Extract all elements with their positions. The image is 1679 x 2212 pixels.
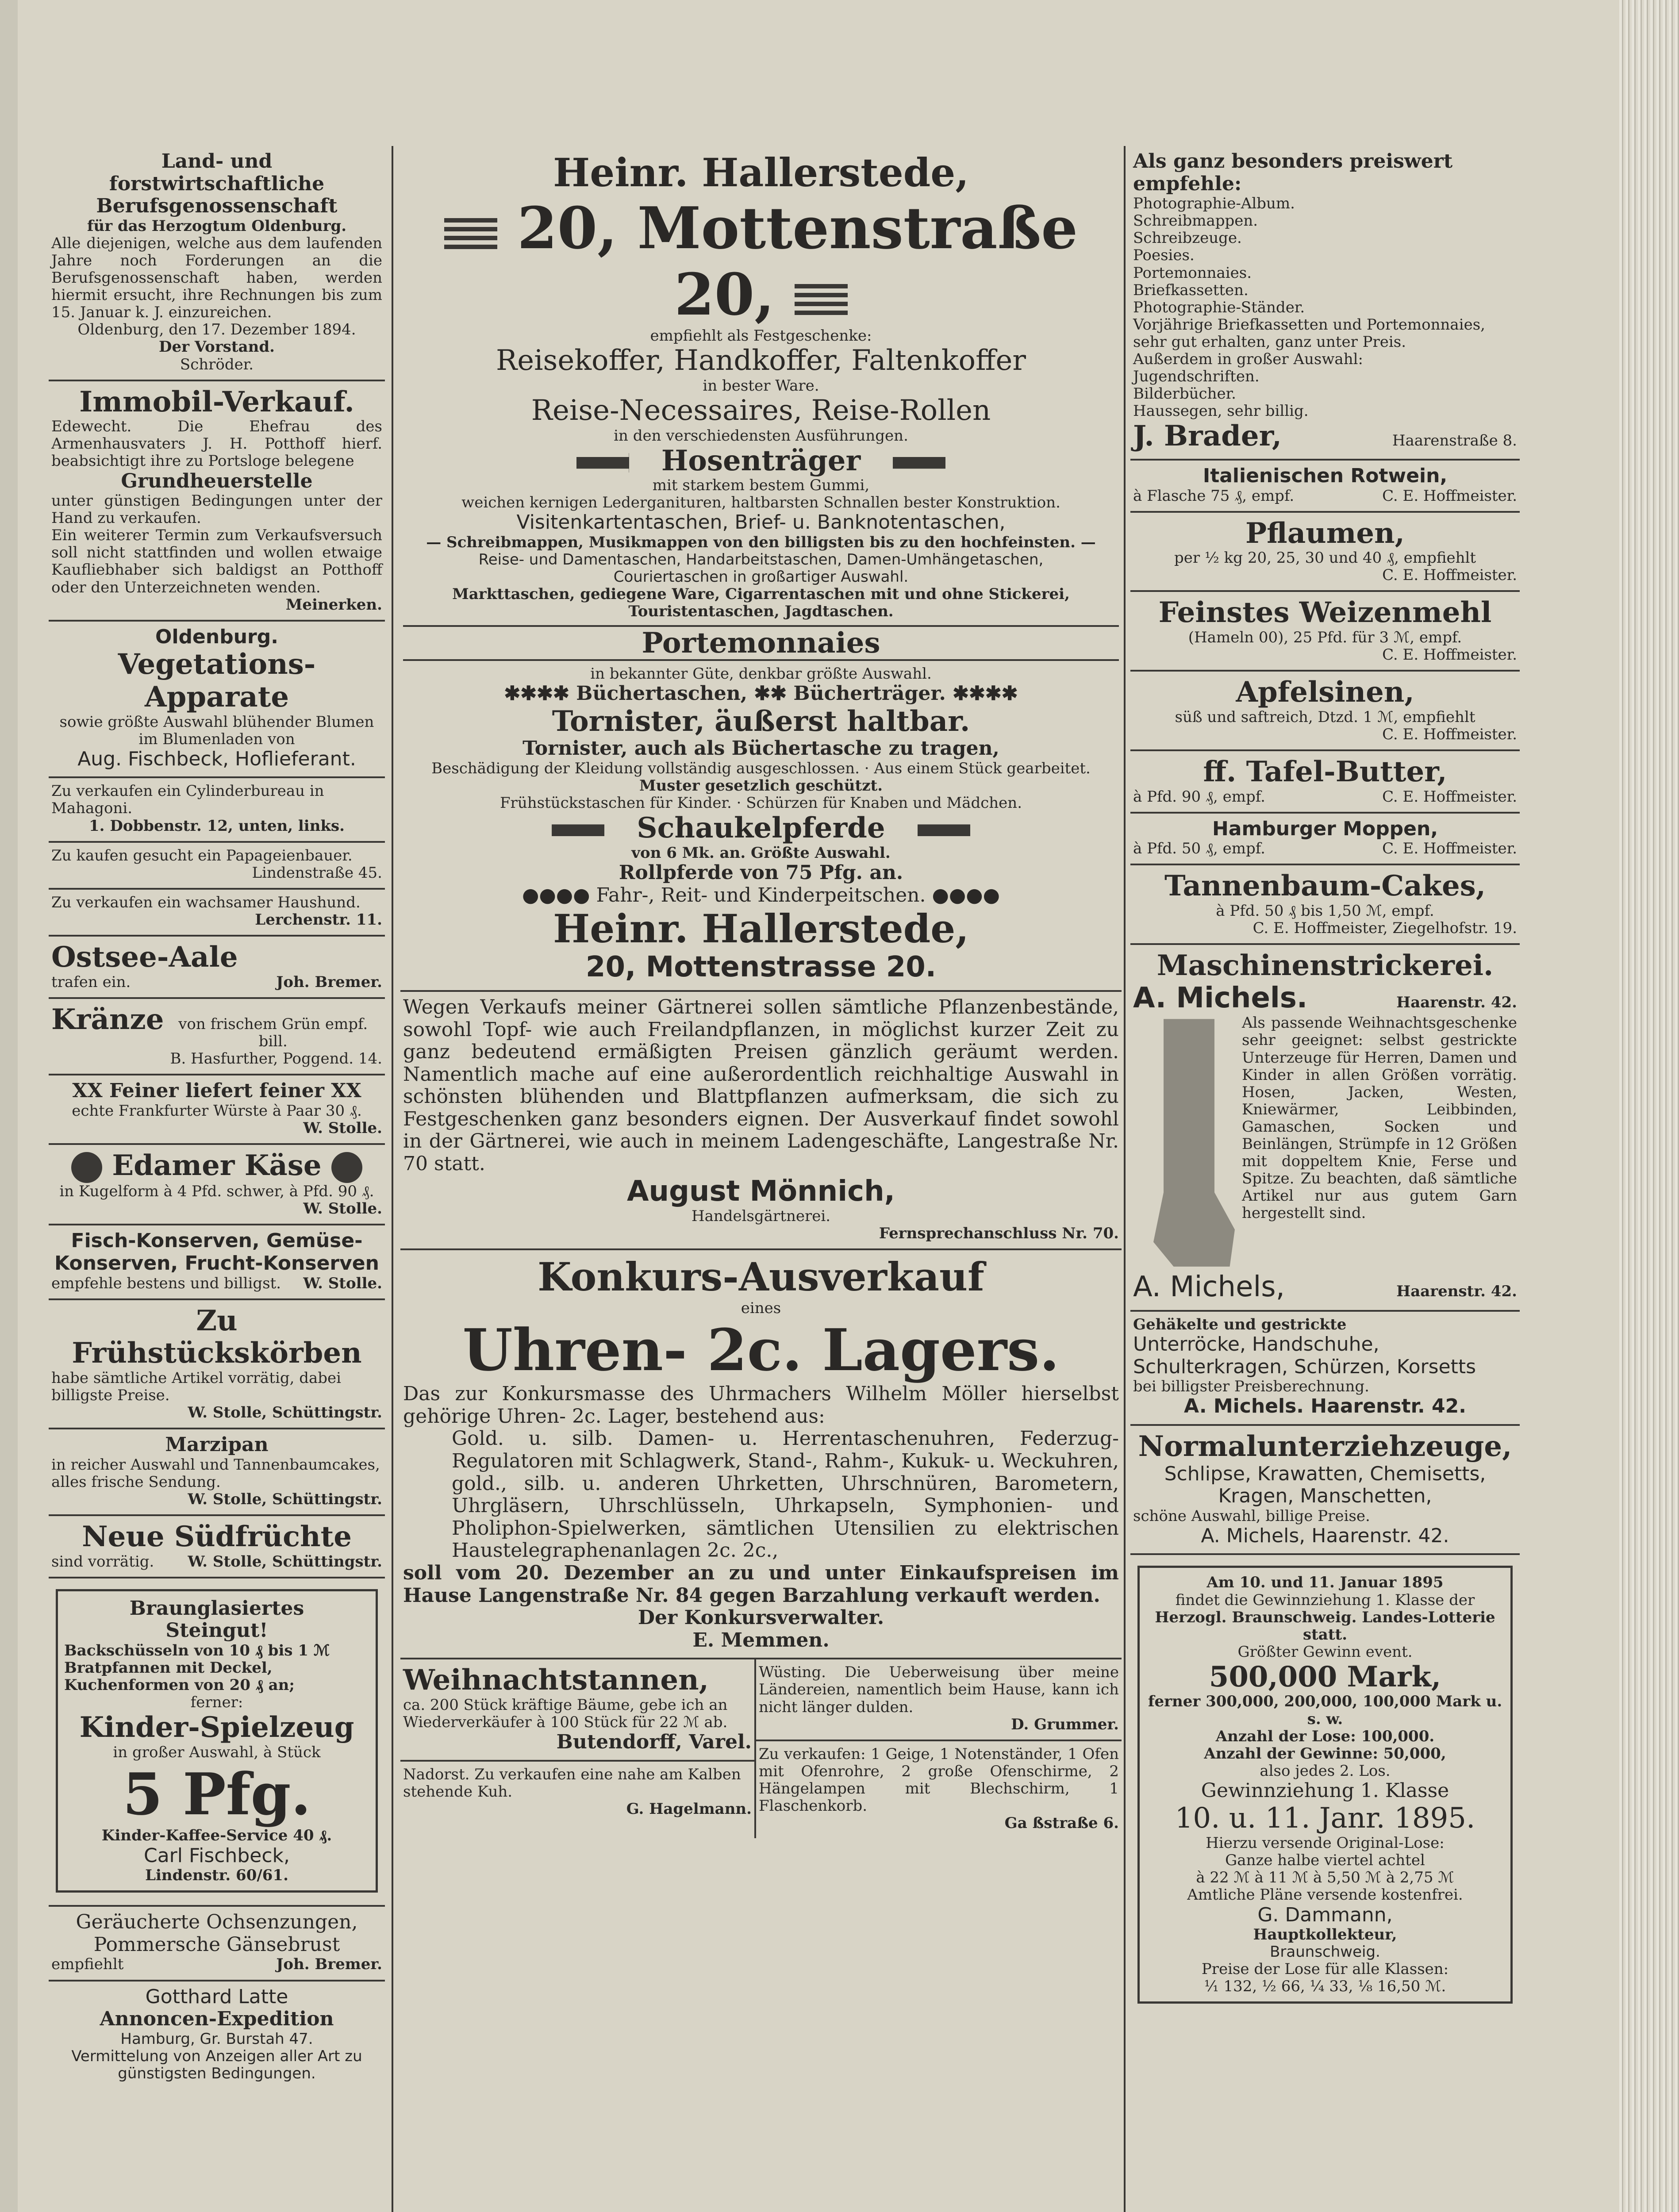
ad-heading: ✱✱✱✱ Büchertaschen, ✱✱ Bücherträger. ✱✱✱✱ <box>504 682 1018 705</box>
ad-tannenbaum-cakes <box>1130 865 1520 945</box>
ad-text: Hauptkollekteur, <box>1253 1926 1397 1944</box>
column-2 <box>400 146 1122 1838</box>
ad-text: Backschüsseln von 10 ₰ bis 1 ℳ <box>64 1641 330 1659</box>
ad-signature: A. Michels. Haarenstr. 42. <box>1183 1395 1467 1418</box>
ad-heading: Tornister, äußerst haltbar. <box>552 704 970 738</box>
ad-title: Konserven, Frucht-Konserven <box>54 1252 379 1275</box>
ad-title: Apfelsinen, <box>1236 676 1414 709</box>
ad-text: empfiehlt als Festgeschenke: <box>650 327 872 345</box>
ad-address: 1. Dobbenstr. 12, unten, links. <box>89 817 345 835</box>
pointing-hand-icon <box>895 821 970 840</box>
ad-date: Oldenburg, den 17. Dezember 1894. <box>77 321 356 339</box>
ad-text: à Pfd. 50 ₰, empf. <box>1133 840 1265 858</box>
ad-text: Zu verkaufen ein wachsamer Haushund. <box>51 893 361 911</box>
ad-signature: A. Michels. <box>1133 981 1308 1014</box>
ad-title: Steingut! <box>165 1619 268 1642</box>
ad-signature: A. Michels, Haarenstr. 42. <box>1201 1524 1449 1547</box>
ad-place: Oldenburg. <box>155 625 278 648</box>
ad-text: Zu kaufen gesucht ein Papageienbauer. <box>51 846 353 864</box>
ad-text: — Schreibmappen, Musikmappen von den billigsten bis zu den hochfeinsten. — <box>426 534 1096 552</box>
ad-signature: W. Stolle. <box>303 1274 382 1292</box>
ad-text: à Flasche 75 ₰, empf. <box>1133 487 1295 505</box>
ad-heading: Reise-Necessaires, Reise-Rollen <box>531 394 991 427</box>
ad-text: Anzahl der Lose: 100,000. <box>1215 1727 1435 1745</box>
ad-signature: Der Vorstand. <box>159 338 275 356</box>
ad-moennich <box>400 992 1122 1251</box>
ad-weizenmehl <box>1130 592 1520 672</box>
ornament-icon <box>444 218 497 249</box>
ad-text: Am 10. und 11. Januar 1895 <box>1206 1574 1444 1592</box>
ad-address: Lindenstraße 45. <box>252 864 382 882</box>
ad-text: (Hameln 00), 25 Pfd. für 3 ℳ, empf. <box>1188 629 1462 647</box>
ad-text: Markttaschen, gediegene Ware, Cigarrentaschen mit und ohne Stickerei, Touristentaschen, Jagdtaschen. <box>452 585 1070 621</box>
ad-title: Neue Südfrüchte <box>82 1520 352 1554</box>
ad-title: Kränze <box>51 1002 164 1036</box>
ad-berufsgenossenschaft <box>49 146 385 381</box>
ad-text: Zu verkaufen ein Cylinderbureau in Mahagoni. <box>51 782 324 818</box>
ad-text: per ½ kg 20, 25, 30 und 40 ₰, empfiehlt <box>1174 549 1476 567</box>
ad-title: Fisch-Konserven, Gemüse- <box>71 1229 363 1252</box>
ad-signature: W. Stolle. <box>303 1200 382 1218</box>
ad-address: Hamburg, Gr. Burstah 47. <box>120 2030 313 2048</box>
ad-title: ff. Tafel-Butter, <box>1203 755 1447 789</box>
ad-item: Haussegen, sehr billig. <box>1133 402 1309 420</box>
ad-signature: Carl Fischbeck, <box>144 1844 290 1867</box>
ad-title: Weihnachtstannen, <box>403 1663 709 1697</box>
ad-address: Haarenstr. 42. <box>1396 1283 1517 1301</box>
ad-hallerstede <box>400 146 1122 992</box>
ad-wuesting <box>756 1659 1122 1741</box>
ad-text: Gehäkelte und gestrickte <box>1133 1315 1347 1333</box>
ad-normalunterziehzeuge <box>1130 1426 1520 1555</box>
ad-frame <box>56 1589 378 1893</box>
ad-title: Tannenbaum-Cakes, <box>1164 869 1486 903</box>
ad-subtitle: für das Herzogtum Oldenburg. <box>87 217 347 235</box>
ad-heading: ●●●● Fahr-, Reit- und Kinderpeitschen. ●●●● <box>522 883 1000 906</box>
ad-signature: A. Michels, <box>1133 1271 1285 1304</box>
ad-title: Pommersche Gänsebrust <box>93 1933 340 1956</box>
ad-weihnachtstannen <box>400 1659 754 1761</box>
ad-konserven <box>49 1225 385 1300</box>
ad-title: Braunglasiertes <box>129 1597 304 1620</box>
ad-title: Uhren- 2c. Lagers. <box>462 1316 1060 1384</box>
ad-text: Preise der Lose für alle Klassen: <box>1201 1960 1449 1978</box>
ad-signature: C. E. Hoffmeister. <box>1382 787 1517 806</box>
ad-heading: Rollpferde von 75 Pfg. an. <box>619 861 903 884</box>
ad-tafelbutter <box>1130 751 1520 814</box>
ad-address: Lerchenstr. 11. <box>255 910 382 929</box>
ad-ostsee-aale <box>49 937 385 999</box>
ad-nadorst <box>400 1762 754 1824</box>
ad-signature: Joh. Bremer. <box>276 973 382 991</box>
ad-edamer <box>49 1145 385 1226</box>
ad-text: Visitenkartentaschen, Brief- u. Banknotentaschen, <box>516 511 1006 534</box>
ad-item: Portemonnaies. <box>1133 264 1252 282</box>
ad-text: Frühstückstaschen für Kinder. · Schürzen für Knaben und Mädchen. <box>499 794 1022 812</box>
ad-item: Briefkassetten. <box>1133 281 1249 299</box>
ad-signature: B. Hasfurther, Poggend. 14. <box>170 1049 382 1068</box>
cheese-icon <box>71 1152 102 1183</box>
ad-text: eines <box>741 1299 781 1317</box>
ad-title: Annoncen-Expedition <box>100 2008 334 2031</box>
ad-text: ferner: <box>190 1694 243 1712</box>
ad-signature: C. E. Hoffmeister. <box>1382 725 1517 743</box>
ad-signature: C. E. Hoffmeister. <box>1382 566 1517 584</box>
ad-text: Bratpfannen mit Deckel, <box>64 1659 273 1677</box>
ad-rotwein <box>1130 461 1520 513</box>
ad-title: Geräucherte Ochsenzungen, <box>76 1911 358 1934</box>
ad-heading: Grundheuerstelle <box>121 469 313 492</box>
ad-signature: W. Stolle, Schüttingstr. <box>188 1552 382 1571</box>
pointing-hand-icon <box>552 821 627 840</box>
ad-item: Photographie-Album. <box>1133 195 1295 213</box>
ad-title: Als ganz besonders preiswert empfehle: <box>1133 150 1453 195</box>
ad-frame <box>1137 1566 1513 2004</box>
ad-text: schöne Auswahl, billige Preise. <box>1133 1507 1370 1525</box>
ad-text: in reicher Auswahl und Tannenbaumcakes, alles frische Sendung. <box>51 1455 380 1491</box>
ad-text: findet die Gewinnziehung 1. Klasse der <box>1175 1591 1475 1609</box>
ad-latte <box>49 1982 385 2089</box>
ad-text: in bekannter Güte, denkbar größte Auswahl. <box>590 665 932 683</box>
ad-kraenze <box>49 999 385 1075</box>
ad-title: Hamburger Moppen, <box>1212 817 1438 840</box>
ad-signature: C. E. Hoffmeister, Ziegelhofstr. 19. <box>1253 919 1517 937</box>
ad-title: Zu Frühstückskörben <box>72 1304 362 1370</box>
page-stack-edge <box>1619 0 1679 2212</box>
ad-wuerste <box>49 1075 385 1145</box>
ad-lotterie <box>1130 1555 1520 2016</box>
ad-title: Maschinenstrickerei. <box>1156 949 1494 983</box>
ad-title: Italienischen Rotwein, <box>1203 465 1448 487</box>
ad-text: von frischem Grün empf. bill. <box>178 1015 368 1050</box>
ad-signature: Heinr. Hallerstede, <box>553 906 969 952</box>
ad-title: Unterröcke, Handschuhe, Schulterkragen, Schürzen, Korsetts <box>1133 1333 1476 1378</box>
column-rule <box>392 146 393 2212</box>
ad-text: habe sämtliche Artikel vorrätig, dabei billigste Preise. <box>51 1369 342 1404</box>
ad-text: von 6 Mk. an. Größte Auswahl. <box>631 844 891 862</box>
ad-text: Kinder-Kaffee-Service 40 ₰. <box>101 1827 332 1845</box>
ad-item: Schreibzeuge. <box>1133 229 1242 247</box>
ad-text: Fernsprechanschluss Nr. 70. <box>879 1225 1119 1243</box>
ad-text: Muster gesetzlich geschützt. <box>639 777 883 795</box>
ad-text: Nadorst. Zu verkaufen eine nahe am Kalben stehende Kuh. <box>403 1765 741 1801</box>
ad-title: XX Feiner liefert feiner XX <box>72 1079 361 1102</box>
ad-signature: Butendorff, Varel. <box>556 1731 752 1754</box>
ad-text: Herzogl. Braunschweig. Landes-Lotterie statt. <box>1155 1608 1495 1644</box>
ad-title: Edamer Käse <box>112 1148 322 1182</box>
ad-text: in bester Ware. <box>703 376 819 395</box>
ad-text: Gold. u. silb. Damen- u. Herrentaschenuhren, Federzug-Regulatoren mit Schlagwerk, Stand-, Rahm-, Kukuk- u. Weckuhren, gold., silb. u. anderen Uhrketten, Uhrschnüren, Barometern, Uhrgläsern, Uhrschlüsseln, Uhrkapseln, Symphonien- und Pholiphon-Spielwerken, sämtlichen Utensilien zu elektrischen Haustelegraphenanlagen 2c. 2c., <box>452 1427 1119 1562</box>
ad-text: Anzahl der Gewinne: 50,000, <box>1204 1744 1446 1763</box>
ad-text: Amtliche Pläne versende kostenfrei. <box>1187 1886 1463 1904</box>
ad-text: Größter Gewinn event. <box>1237 1643 1413 1661</box>
pointing-hand-icon <box>576 453 652 472</box>
ad-title: Land- und forstwirtschaftliche <box>109 150 325 195</box>
ad-address: Ga ßstraße 6. <box>1004 1814 1119 1832</box>
ad-heading: 500,000 Mark, <box>1209 1660 1441 1694</box>
ad-text: mit starkem bestem Gummi, <box>652 476 870 495</box>
ad-text: sind vorrätig. <box>51 1552 154 1571</box>
small-ads-right <box>756 1659 1122 1838</box>
ad-papageienbauer <box>49 843 385 890</box>
ad-text: in den verschiedensten Ausführungen. <box>614 426 908 445</box>
ad-steingut <box>49 1578 385 1907</box>
ad-heading: Kinder-Spielzeug <box>79 1711 354 1744</box>
ad-haushund <box>49 890 385 937</box>
ad-heading: Reisekoffer, Handkoffer, Faltenkoffer <box>496 344 1026 377</box>
pointing-hand-icon <box>870 453 945 472</box>
ad-suedfruechte <box>49 1516 385 1578</box>
column-3 <box>1130 146 1520 2016</box>
small-ads-row <box>400 1659 1122 1838</box>
column-1 <box>49 146 385 2089</box>
ad-signature: Joh. Bremer. <box>276 1955 382 1974</box>
ad-address: Haarenstraße 8. <box>1392 432 1517 450</box>
ad-item: Bilderbücher. <box>1133 385 1236 403</box>
ad-title: Vegetations-Apparate <box>118 648 316 714</box>
stocking-icon <box>1133 1019 1235 1267</box>
ad-text: Edewecht. Die Ehefrau des Armenhausvaters J. H. Potthoff hierf. beabsichtigt ihre zu Portsloge belegene <box>51 418 382 470</box>
ad-title: Ostsee-Aale <box>51 940 238 974</box>
ad-heading: Tornister, auch als Büchertasche zu tragen, <box>523 737 999 760</box>
ad-text: unter günstigen Bedingungen unter der Hand zu verkaufen. <box>51 492 382 527</box>
ad-vegetations <box>49 622 385 779</box>
ad-marzipan <box>49 1429 385 1516</box>
ad-zu-verkaufen <box>756 1741 1122 1838</box>
ad-text: Wegen Verkaufs meiner Gärtnerei sollen sämtliche Pflanzenbestände, sowohl Topf- wie auch Freilandpflanzen, in möglichst kurzer Zeit zu ganz bedeutend ermäßigten Preisen gänzlich geräumt werden. Namentlich mache auf eine außerordentlich reichhaltige Auswahl in schönsten blühenden und Blattpflanzen aufmerksam, die sich zu Festgeschenken ganz besonders eignen. Der Ausverkauf findet sowohl in der Gärtnerei, wie auch in meinem Ladengeschäfte, Langestraße Nr. 70 statt. <box>403 995 1119 1175</box>
ad-text: Kuchenformen von 20 ₰ an; <box>64 1676 295 1694</box>
ad-item: Poesies. <box>1133 246 1195 265</box>
ad-text: Handelsgärtnerei. <box>691 1207 831 1225</box>
ad-signature: D. Grummer. <box>1011 1715 1119 1733</box>
cheese-icon <box>331 1152 362 1183</box>
ad-konkurs <box>400 1250 1122 1659</box>
ad-title: Pflaumen, <box>1245 516 1405 550</box>
ad-text: Als passende Weihnachtsgeschenke sehr geeignet: selbst gestrickte Unterzeuge für Herren, Damen und Kinder in allen Größen vorrätig. Hosen, Jacken, Westen, Kniewärmer, Leibbinden, Gamaschen, Socken und Beinlängen, Strümpfe in 12 Größen mit doppeltem Knie, Ferse und Spitze. Zu beachten, daß sämtliche Artikel nur aus gutem Garn hergestellt sind. <box>1242 1014 1517 1222</box>
ad-signature: C. E. Hoffmeister. <box>1382 646 1517 664</box>
ad-text: Alle diejenigen, welche aus dem laufenden Jahre noch Forderungen an die Berufsgenossenschaft haben, werden hiermit ersucht, ihre Rechnungen bis zum 15. Januar k. J. einzureichen. <box>51 234 382 322</box>
ad-address: 20, Mottenstrasse 20. <box>585 951 937 984</box>
ad-text: Vermittelung von Anzeigen aller Art zu <box>71 2047 362 2065</box>
ad-text: Reise- und Damentaschen, Handarbeitstaschen, Damen-Umhängetaschen, <box>478 551 1044 569</box>
ornament-icon <box>795 284 848 315</box>
ad-fruehstueck <box>49 1300 385 1429</box>
ad-address: Lindenstr. 60/61. <box>145 1866 288 1885</box>
ad-address: Haarenstr. 42. <box>1396 993 1517 1011</box>
ad-title: Immobil-Verkauf. <box>79 385 354 419</box>
small-ads-left <box>400 1659 756 1838</box>
ad-signature: E. Memmen. <box>692 1628 830 1651</box>
ad-text: Hierzu versende Original-Lose: <box>1206 1834 1445 1852</box>
ad-title: Gotthard Latte <box>145 1985 288 2008</box>
column-rule <box>1124 146 1126 2212</box>
ad-title: Feinstes Weizenmehl <box>1158 596 1492 630</box>
ad-text: empfiehlt <box>51 1955 124 1974</box>
ad-text: Ein weiterer Termin zum Verkaufsversuch soll nicht stattfinden und wollen etwaige Kaufliebhaber sich baldigst an Potthoff oder den Unterzeichneten wenden. <box>51 526 382 596</box>
ad-text: empfehle bestens und billigst. <box>51 1274 281 1292</box>
ad-signature: C. E. Hoffmeister. <box>1382 487 1517 505</box>
ad-body <box>1133 1014 1517 1271</box>
ad-pflaumen <box>1130 513 1520 592</box>
ad-signature: Der Konkursverwalter. <box>638 1606 884 1629</box>
ad-signature: Aug. Fischbeck, Hoflieferant. <box>77 747 356 770</box>
ad-heading: Portemonnaies <box>403 625 1119 661</box>
ad-item: Photographie-Ständer. <box>1133 298 1305 316</box>
ad-title: Normalunterziehzeuge, <box>1138 1429 1512 1463</box>
ad-maschinenstrickerei <box>1130 945 1520 1312</box>
ad-text: günstigsten Bedingungen. <box>118 2064 316 2082</box>
ad-text: Schlipse, Krawatten, Chemisetts, Kragen, Manschetten, <box>1164 1462 1486 1508</box>
ad-heading: Hosenträger <box>661 444 861 477</box>
ad-signature: G. Hagelmann. <box>626 1800 752 1818</box>
ad-signature: W. Stolle, Schüttingstr. <box>188 1490 382 1508</box>
ad-signature: August Mönnich, <box>627 1175 895 1208</box>
ad-text: weichen kernigen Lederganituren, haltbarsten Schnallen bester Konstruktion. <box>461 494 1060 512</box>
ad-text: Couriertaschen in großartiger Auswahl. <box>613 568 909 586</box>
ad-signature: Meinerken. <box>285 595 382 614</box>
ad-title: Berufsgenossenschaft <box>96 195 338 218</box>
ad-title: Heinr. Hallerstede, <box>553 150 969 196</box>
ad-heading: 10. u. 11. Janr. 1895. <box>1175 1801 1475 1835</box>
ad-text: Das zur Konkursmasse des Uhrmachers Wilhelm Möller hierselbst gehörige Uhren- 2c. Lager, bestehend aus: <box>403 1382 1119 1428</box>
ad-text: ¹⁄₁ 132, ¹⁄₂ 66, ¹⁄₄ 33, ¹⁄₈ 16,50 ℳ. <box>1204 1978 1446 1996</box>
ad-text: Wüsting. Die Ueberweisung über meine Ländereien, namentlich beim Hause, kann ich nicht länger dulden. <box>759 1663 1119 1716</box>
ad-cylinderbureau <box>49 778 385 842</box>
ad-text: also jedes 2. Los. <box>1260 1762 1391 1780</box>
ad-signature: J. Brader, <box>1133 419 1282 453</box>
ad-signature: W. Stolle, Schüttingstr. <box>188 1404 382 1422</box>
ad-text: sowie größte Auswahl blühender Blumen im Blumenladen von <box>59 713 374 748</box>
ad-item: Jugendschriften. <box>1133 368 1260 386</box>
ad-item: Vorjährige Briefkassetten und Portemonnaies, sehr gut erhalten, ganz unter Preis. <box>1133 315 1485 351</box>
ad-signature: W. Stolle. <box>303 1119 382 1137</box>
ad-text: echte Frankfurter Würste à Paar 30 ₰. <box>72 1102 362 1120</box>
ad-address: Braunschweig. <box>1270 1943 1380 1961</box>
ad-address: 20, Mottenstraße 20, <box>517 194 1078 328</box>
ad-text: Beschädigung der Kleidung vollständig ausgeschlossen. · Aus einem Stück gearbeitet. <box>431 759 1091 777</box>
ad-item: Außerdem in großer Auswahl: <box>1133 350 1363 369</box>
ad-signature: G. Dammann, <box>1257 1903 1393 1926</box>
ad-text: ferner 300,000, 200,000, 100,000 Mark u. s. w. <box>1148 1693 1502 1728</box>
ad-text: in großer Auswahl, à Stück <box>113 1743 321 1761</box>
ad-ochsenzungen <box>49 1907 385 1981</box>
ad-text: à Pfd. 90 ₰, empf. <box>1133 787 1265 806</box>
ad-item: Schreibmappen. <box>1133 212 1258 230</box>
ad-unterroecke <box>1130 1312 1520 1426</box>
ad-text: à Pfd. 50 ₰ bis 1,50 ℳ, empf. <box>1216 902 1434 920</box>
ad-text: à 22 ℳ à 11 ℳ à 5,50 ℳ à 2,75 ℳ <box>1196 1869 1454 1887</box>
ad-moppen <box>1130 814 1520 866</box>
ad-heading: Gewinnziehung 1. Klasse <box>1201 1779 1449 1802</box>
ad-price: 5 Pfg. <box>123 1760 311 1828</box>
ad-text: Zu verkaufen: 1 Geige, 1 Notenständer, 1 Ofen mit Ofenrohre, 2 große Ofenschirme, 2 Hängelampen mit Blechschirm, 1 Flaschenkorb. <box>759 1745 1119 1815</box>
ad-signature: C. E. Hoffmeister. <box>1382 840 1517 858</box>
ad-text: süß und saftreich, Dtzd. 1 ℳ, empfiehlt <box>1175 708 1475 726</box>
ad-text: ca. 200 Stück kräftige Bäume, gebe ich an Wiederverkäufer à 100 Stück für 22 ℳ ab. <box>403 1696 728 1732</box>
ad-text: in Kugelform à 4 Pfd. schwer, à Pfd. 90 ₰. <box>59 1183 374 1201</box>
ad-text: Ganze halbe viertel achtel <box>1225 1851 1425 1870</box>
ad-apfelsinen <box>1130 672 1520 751</box>
ad-title: Marzipan <box>165 1433 269 1456</box>
ad-text: bei billigster Preisberechnung. <box>1133 1378 1369 1396</box>
ad-text: trafen ein. <box>51 973 131 991</box>
ad-heading: Schaukelpferde <box>637 811 885 845</box>
ad-signature: Schröder. <box>180 355 254 373</box>
ad-title: Konkurs-Ausverkauf <box>538 1254 984 1300</box>
ad-brader <box>1130 146 1520 461</box>
ad-text: soll vom 20. Dezember an zu und unter Einkaufspreisen im Hause Langenstraße Nr. 84 gegen Barzahlung verkauft werden. <box>403 1561 1119 1607</box>
ad-immobil <box>49 381 385 622</box>
